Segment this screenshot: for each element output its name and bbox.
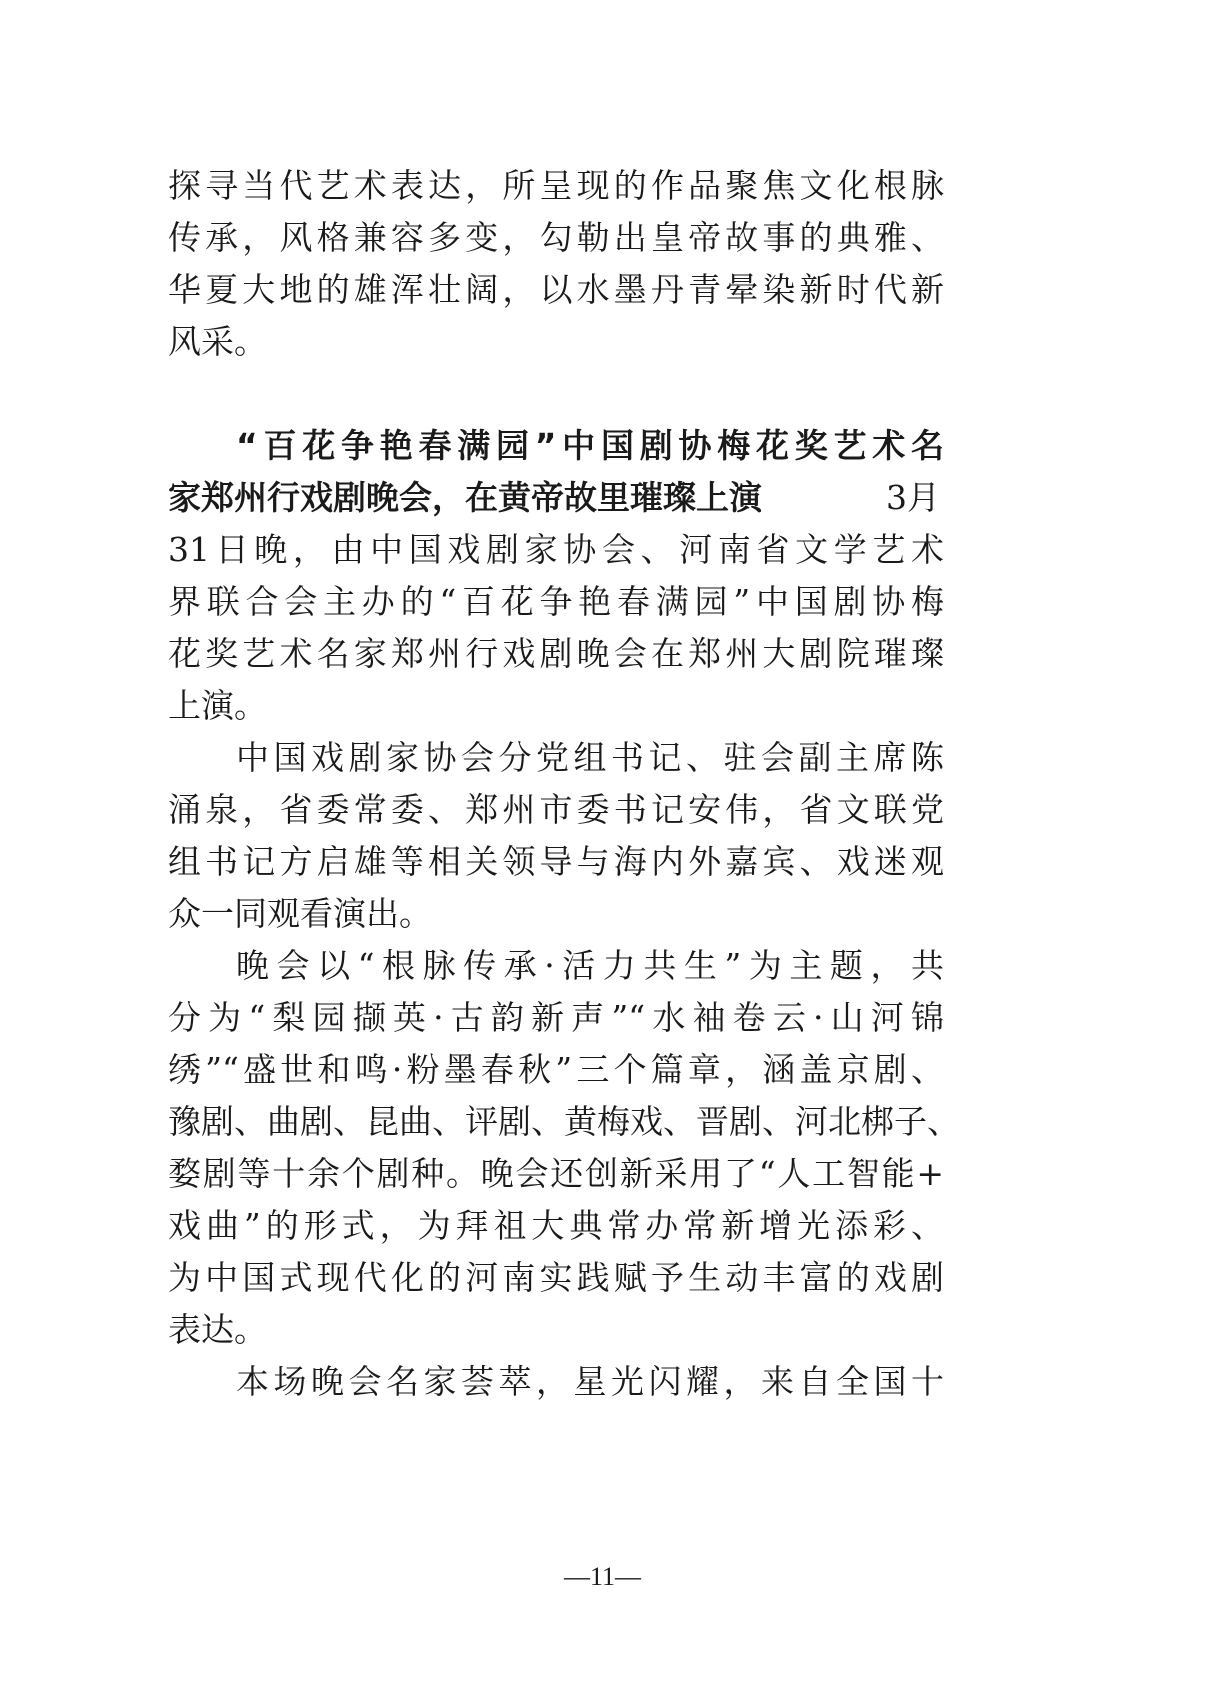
- body-text-line: 花奖艺术名家郑州行戏剧晚会在郑州大剧院璀璨: [168, 634, 944, 673]
- body-text-line: 众一同观看演出。: [168, 894, 432, 933]
- body-text-line: 华夏大地的雄浑壮阔，以水墨丹青晕染新时代新: [168, 270, 944, 309]
- body-text-line: 绣”“盛世和鸣·粉墨春秋”三个篇章，涵盖京剧、: [168, 1050, 944, 1089]
- body-text-line: 组书记方启雄等相关领导与海内外嘉宾、戏迷观: [168, 842, 944, 881]
- page-number: —11—: [563, 1562, 642, 1591]
- body-text-line: 风采。: [168, 322, 267, 361]
- body-text-line: 晚会以“根脉传承·活力共生”为主题，共: [236, 946, 944, 985]
- body-text-line: 戏曲”的形式，为拜祖大典常办常新增光添彩、: [168, 1206, 944, 1245]
- section-heading-line: [168, 478, 944, 518]
- body-text-line: 涌泉，省委常委、郑州市委书记安伟，省文联党: [168, 790, 944, 829]
- body-text-line: 探寻当代艺术表达，所呈现的作品聚焦文化根脉: [168, 166, 944, 205]
- section-heading-text: 家郑州行戏剧晚会，在黄帝故里璀璨上演: [168, 478, 762, 517]
- body-text-line: 分为“梨园撷英·古韵新声”“水袖卷云·山河锦: [168, 998, 944, 1037]
- body-text-line: 传承，风格兼容多变，勾勒出皇帝故事的典雅、: [168, 218, 944, 257]
- body-text-line: 中国戏剧家协会分党组书记、驻会副主席陈: [236, 738, 944, 777]
- body-text-line: 上演。: [168, 686, 267, 725]
- body-text-line: 31日晚，由中国戏剧家协会、河南省文学艺术: [168, 530, 944, 569]
- body-text-line: 婺剧等十余个剧种。晚会还创新采用了“人工智能+: [168, 1154, 944, 1193]
- body-text-line: 本场晚会名家荟萃，星光闪耀，来自全国十: [236, 1362, 944, 1401]
- body-text-line: 为中国式现代化的河南实践赋予生动丰富的戏剧: [168, 1258, 944, 1297]
- body-text-run: 3月: [886, 478, 940, 517]
- body-text-line: 表达。: [168, 1310, 267, 1349]
- body-text-line: 界联合会主办的“百花争艳春满园”中国剧协梅: [168, 582, 944, 621]
- section-heading-line: “百花争艳春满园”中国剧协梅花奖艺术名: [236, 426, 944, 465]
- body-text-line: 豫剧、曲剧、昆曲、评剧、黄梅戏、晋剧、河北梆子、: [168, 1102, 960, 1141]
